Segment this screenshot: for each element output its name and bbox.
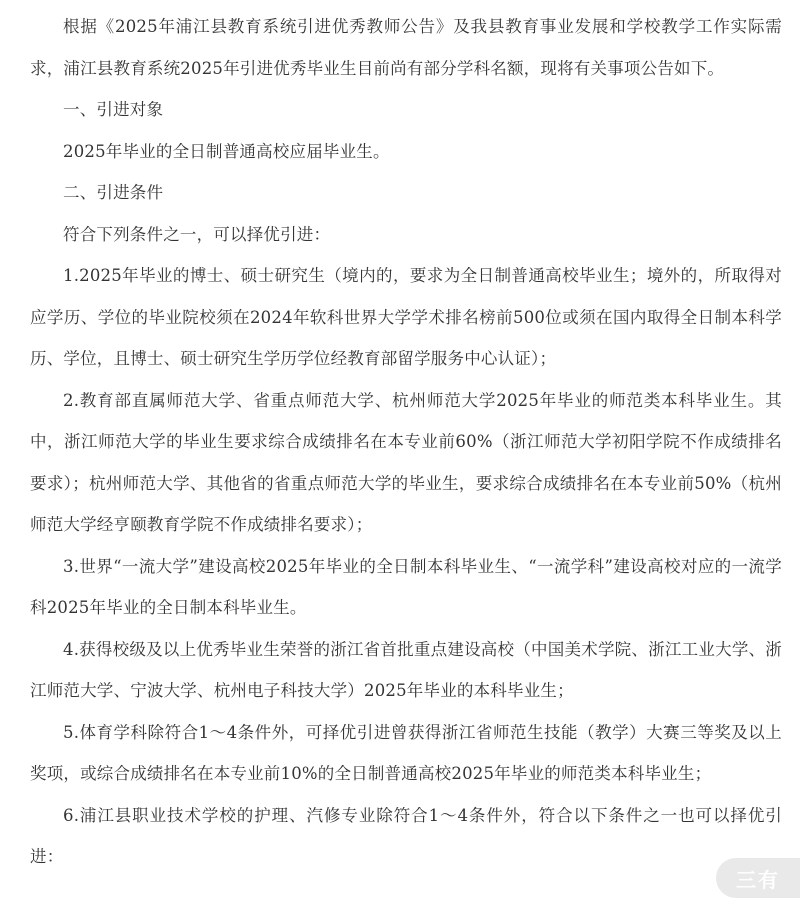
section-heading-targets: 一、引进对象 <box>63 100 164 119</box>
section-heading-conditions: 二、引进条件 <box>63 183 164 202</box>
watermark-text: 三有 <box>736 867 780 892</box>
condition-item-1: 1.2025年毕业的博士、硕士研究生（境内的，要求为全日制普通高校毕业生；境外的，所取得对应学历、学位的毕业院校须在2024年软科世界大学学术排名榜前500位或须在国内取得全日制本科学历、学位，且博士、硕士研究生学历学位经教育部留学服务中心认证）； <box>30 266 782 368</box>
article-body <box>30 6 782 878</box>
conditions-intro-paragraph: 符合下列条件之一，可以择优引进： <box>63 224 331 244</box>
condition-item-5: 5.体育学科除符合1～4条件外，可择优引进曾获得浙江省师范生技能（教学）大赛三等奖及以上奖项，或综合成绩排名在本专业前10%的全日制普通高校2025年毕业的师范类本科毕业生； <box>30 722 782 783</box>
condition-item-4: 4.获得校级及以上优秀毕业生荣誉的浙江省首批重点建设高校（中国美术学院、浙江工业大学、浙江师范大学、宁波大学、杭州电子科技大学）2025年毕业的本科毕业生； <box>30 639 782 700</box>
condition-item-2: 2.教育部直属师范大学、省重点师范大学、杭州师范大学2025年毕业的师范类本科毕业生。其中，浙江师范大学的毕业生要求综合成绩排名在本专业前60%（浙江师范大学初阳学院不作成绩排名要求）；杭州师范大学、其他省的省重点师范大学的毕业生，要求综合成绩排名在本专业前50%（杭州师范大学经亨颐教育学院不作成绩排名要求）； <box>30 390 782 534</box>
intro-paragraph: 根据《2025年浦江县教育系统引进优秀教师公告》及我县教育事业发展和学校教学工作实际需求，浦江县教育系统2025年引进优秀毕业生目前尚有部分学科名额，现将有关事项公告如下。 <box>30 17 782 78</box>
condition-item-6: 6.浦江县职业技术学校的护理、汽修专业除符合1～4条件外，符合以下条件之一也可以择优引进： <box>30 805 782 866</box>
watermark-badge <box>716 858 800 898</box>
condition-item-3: 3.世界“一流大学”建设高校2025年毕业的全日制本科毕业生、“一流学科”建设高校对应的一流学科2025年毕业的全日制本科毕业生。 <box>30 556 782 617</box>
targets-paragraph: 2025年毕业的全日制普通高校应届毕业生。 <box>63 141 390 161</box>
